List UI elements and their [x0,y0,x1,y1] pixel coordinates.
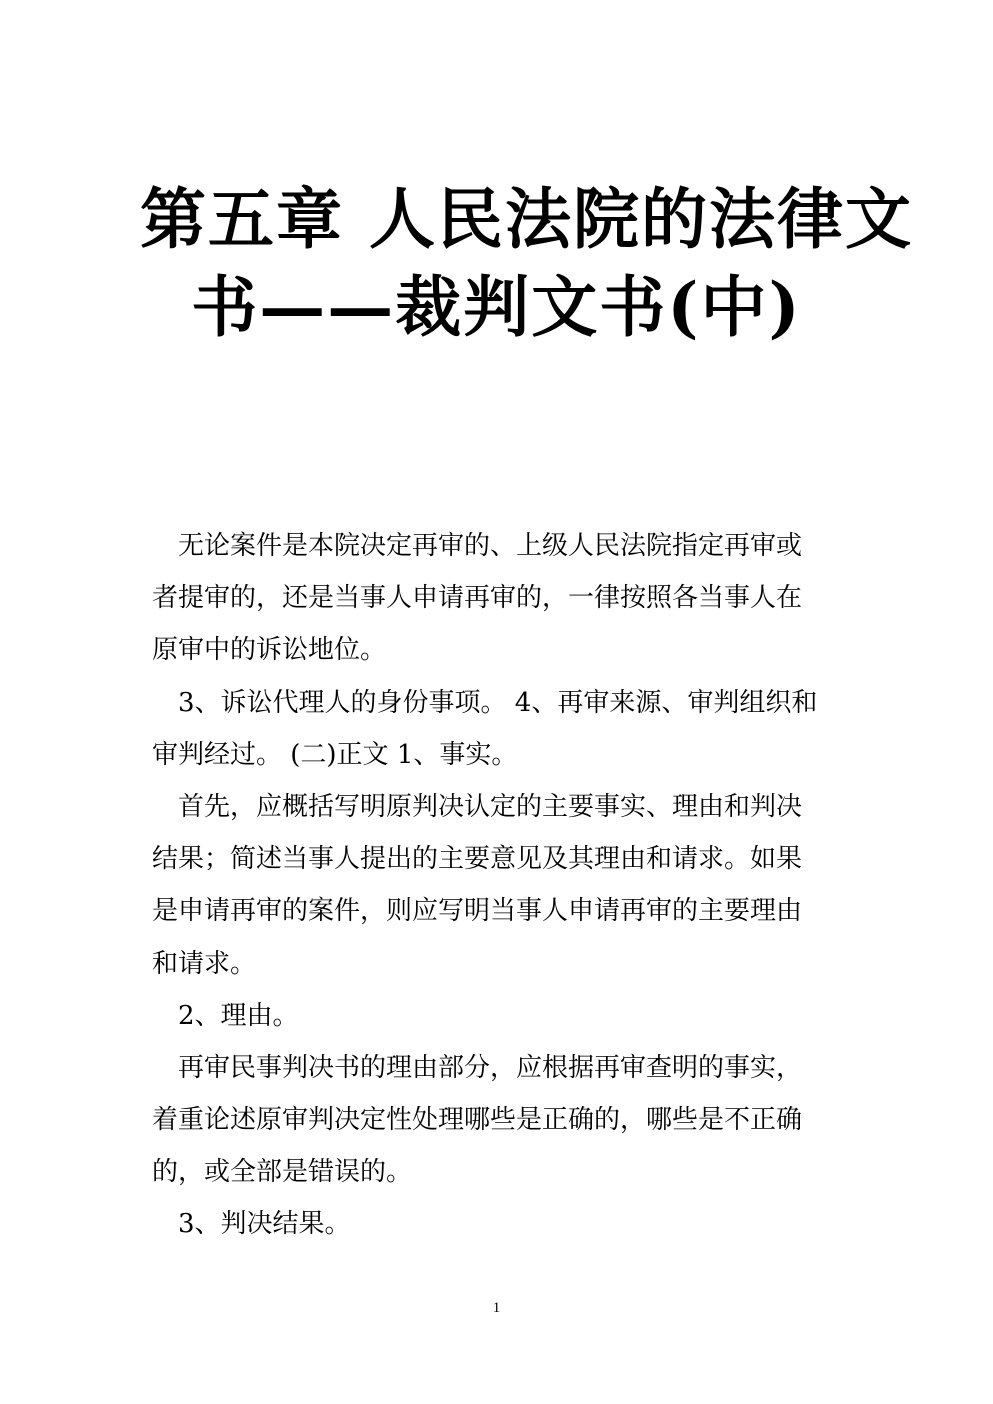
body-line: 是申请再审的案件，则应写明当事人申请再审的主要理由 [152,896,803,927]
body-line: 审判经过。 (二)正文 1、事实。 [152,739,518,770]
document-title [140,175,913,351]
body-line: 3、判决结果。 [178,1209,351,1240]
document-body [152,520,852,1251]
body-line: 结果；简述当事人提出的主要意见及其理由和请求。如果 [152,844,803,875]
body-line: 和请求。 [152,948,257,979]
body-line: 着重论述原审判决定性处理哪些是正确的，哪些是不正确 [152,1105,803,1136]
body-line: 首先，应概括写明原判决认定的主要事实、理由和判决 [178,791,803,822]
body-line: 者提审的，还是当事人申请再审的，一律按照各当事人在 [152,583,803,614]
page-number: 1 [492,1300,501,1316]
body-line: 3、诉讼代理人的身份事项。 4、再审来源、审判组织和 [178,687,818,718]
title-line-2: 书——裁判文书(中) [191,268,802,346]
body-line: 2、理由。 [178,1000,299,1031]
body-line: 原审中的诉讼地位。 [152,635,387,666]
body-line: 再审民事判决书的理由部分，应根据再审查明的事实， [178,1052,803,1083]
title-line-1: 第五章 人民法院的法律文 [140,180,913,258]
body-line: 的，或全部是错误的。 [152,1157,413,1188]
body-line: 无论案件是本院决定再审的、上级人民法院指定再审或 [178,531,803,561]
